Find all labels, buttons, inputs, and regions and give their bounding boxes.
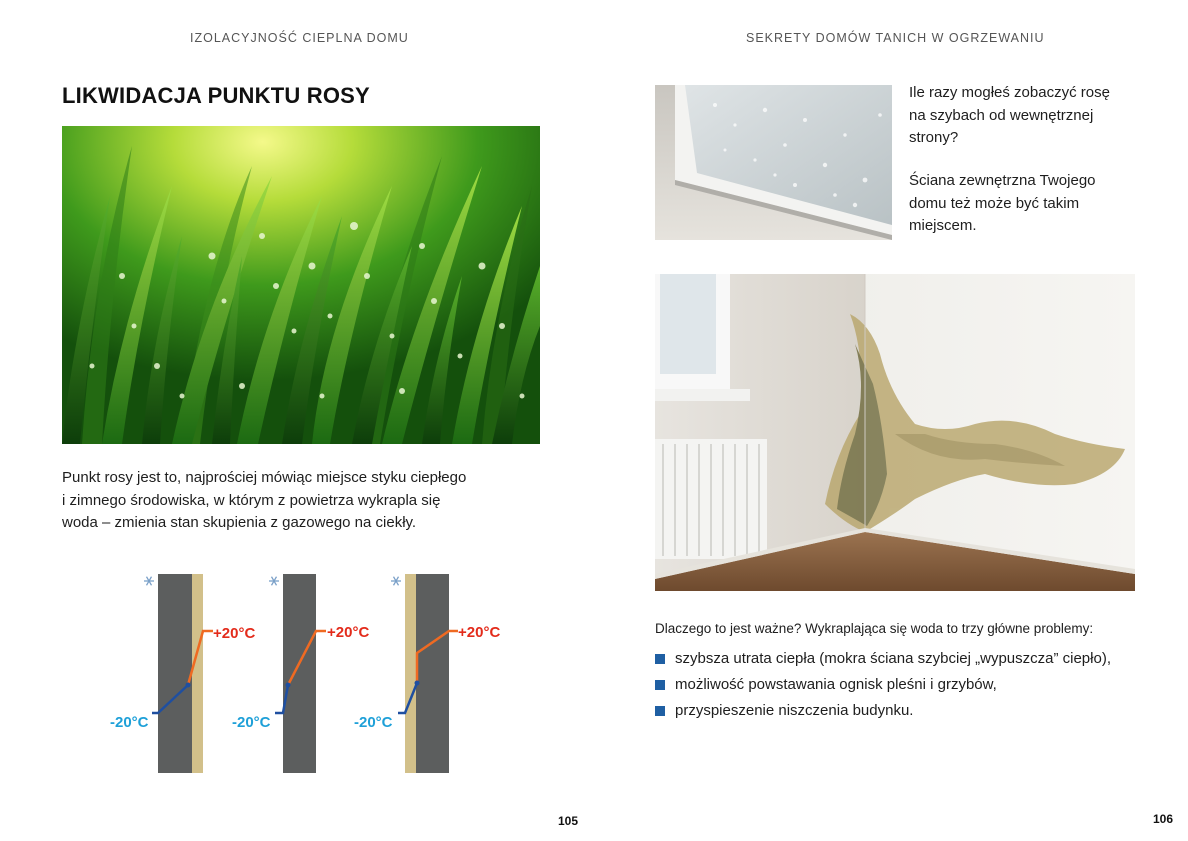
body-line: Punkt rosy jest to, najprościej mówiąc miejsce styku ciepłego bbox=[62, 469, 467, 486]
wall-statement bbox=[909, 170, 1139, 238]
warm-temp-label: +20°C bbox=[327, 624, 370, 641]
list-item bbox=[655, 700, 1155, 726]
problems-intro: Dlaczego to jest ważne? Wykraplająca się woda to trzy główne problemy: bbox=[655, 621, 1094, 636]
snowflake-icon bbox=[269, 577, 279, 586]
page-title: LIKWIDACJA PUNKTU ROSY bbox=[62, 83, 370, 108]
cold-temp-label: -20°C bbox=[232, 714, 271, 731]
dew-point-diagram bbox=[100, 565, 520, 780]
problems-list bbox=[655, 648, 1155, 726]
question-line: Ile razy mogłeś zobaczyć rosę bbox=[909, 84, 1110, 101]
running-header-right: SEKRETY DOMÓW TANICH W OGRZEWANIU bbox=[746, 31, 1045, 45]
statement-line: miejscem. bbox=[909, 217, 977, 234]
mold-corner-photo bbox=[655, 274, 1135, 591]
snowflake-icon bbox=[391, 577, 401, 586]
bullet-square-icon bbox=[655, 706, 665, 716]
grass-dew-photo bbox=[62, 126, 540, 444]
radiator bbox=[655, 439, 767, 559]
question-line: strony? bbox=[909, 129, 959, 146]
list-item bbox=[655, 648, 1155, 674]
list-item-text: szybsza utrata ciepła (mokra ściana szybciej „wypuszcza” ciepło), bbox=[675, 650, 1111, 667]
snowflake-icon bbox=[144, 577, 154, 586]
cold-temp-label: -20°C bbox=[110, 714, 149, 731]
list-item-text: możliwość powstawania ognisk pleśni i grzybów, bbox=[675, 676, 997, 693]
list-item-text: przyspieszenie niszczenia budynku. bbox=[675, 702, 914, 719]
warm-temp-label: +20°C bbox=[213, 625, 256, 642]
bullet-square-icon bbox=[655, 654, 665, 664]
page-number-left: 105 bbox=[558, 814, 579, 828]
body-line: i zimnego środowiska, w którym z powietrza wykrapla się bbox=[62, 491, 441, 509]
wall-section-1 bbox=[110, 574, 255, 773]
wall-section-2 bbox=[232, 574, 369, 773]
statement-line: Ściana zewnętrzna Twojego bbox=[909, 172, 1096, 189]
dew-point-definition bbox=[62, 467, 532, 535]
window-condensation-photo bbox=[655, 85, 892, 240]
warm-temp-label: +20°C bbox=[458, 624, 501, 641]
bullet-square-icon bbox=[655, 680, 665, 690]
window-question bbox=[909, 82, 1139, 150]
statement-line: domu też może być takim bbox=[909, 194, 1080, 212]
page-number-right: 106 bbox=[1153, 812, 1174, 826]
running-header-left: IZOLACYJNOŚĆ CIEPLNA DOMU bbox=[190, 31, 409, 45]
cold-temp-label: -20°C bbox=[354, 714, 393, 731]
question-line: na szybach od wewnętrznej bbox=[909, 106, 1094, 124]
wall-section-3 bbox=[354, 574, 500, 773]
list-item bbox=[655, 674, 1155, 700]
body-line: woda – zmienia stan skupienia z gazowego na ciekły. bbox=[62, 514, 417, 531]
